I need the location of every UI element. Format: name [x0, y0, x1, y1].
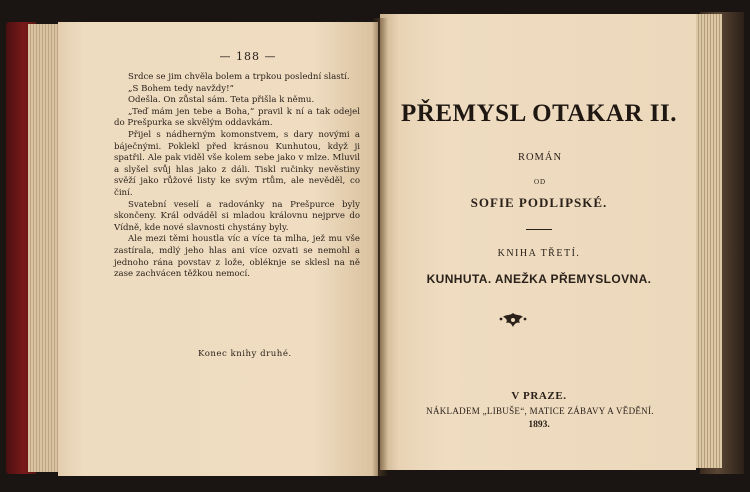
paragraph: „Teď mám jen tebe a Boha,“ pravil k ní a tak odejel do Prešpurka se skvělým oddavkám.	[114, 106, 360, 129]
page-number: — 188 —	[219, 50, 277, 63]
book-title: PŘEMYSL OTAKAR II.	[401, 100, 677, 127]
paragraph: Svatební veselí a radovánky na Prešpurce byly skončeny. Král odváděl si mladou královnu nejprve do Vídně, kde nové slavnosti chystány byly.	[114, 199, 360, 233]
chapter-text	[114, 72, 360, 281]
book-gutter	[372, 18, 388, 476]
publication-year: 1893.	[528, 420, 550, 430]
book-end-note: Konec knihy druhé.	[198, 349, 292, 359]
divider-rule	[526, 229, 552, 230]
by-label: OD	[533, 178, 547, 186]
paragraph: „S Bohem tedy navždy!“	[128, 83, 234, 94]
volume-label: KNIHA TŘETÍ.	[497, 248, 581, 259]
publication-place: V PRAZE.	[511, 390, 567, 402]
paragraph: Srdce se jim chvěla bolem a trpkou poslední slastí.	[128, 72, 350, 82]
title-page	[380, 14, 696, 470]
genre-label: ROMÁN	[517, 152, 563, 163]
left-page	[58, 22, 378, 476]
paragraph: Přijel s nádherným komonstvem, s dary novými a báječnými. Poklekl před krásnou Kunhutou, když ji spatřil. Ale pak viděl vše kolem sebe jako v mlze. Mluvil a slyšel svůj hlas jako z dáli. Tiskl ručinky nevěstiny svěží jako růžové listy ke svým rtům, ale nevěděl, co činí.	[114, 129, 360, 198]
paragraph: Odešla. On zůstal sám. Teta přišla k němu.	[128, 95, 315, 106]
publisher: NÁKLADEM „LIBUŠE“, MATICE ZÁBAVY A VĚDĚNÍ.	[426, 406, 654, 416]
book-subtitle: KUNHUTA. ANEŽKA PŘEMYSLOVNA.	[426, 272, 652, 286]
fleuron-ornament-icon	[498, 310, 528, 330]
author-name: SOFIE PODLIPSKÉ.	[470, 195, 608, 210]
paragraph: Ale mezi těmi houstla víc a více ta mlha, jež mu vše zastírala, mdlý jeho hlas ani více ozvati se nemohl a jednoho rána povstav z lože, obléknje se sklesl na ně zase zachvácen těžkou nemocí.	[114, 234, 360, 280]
